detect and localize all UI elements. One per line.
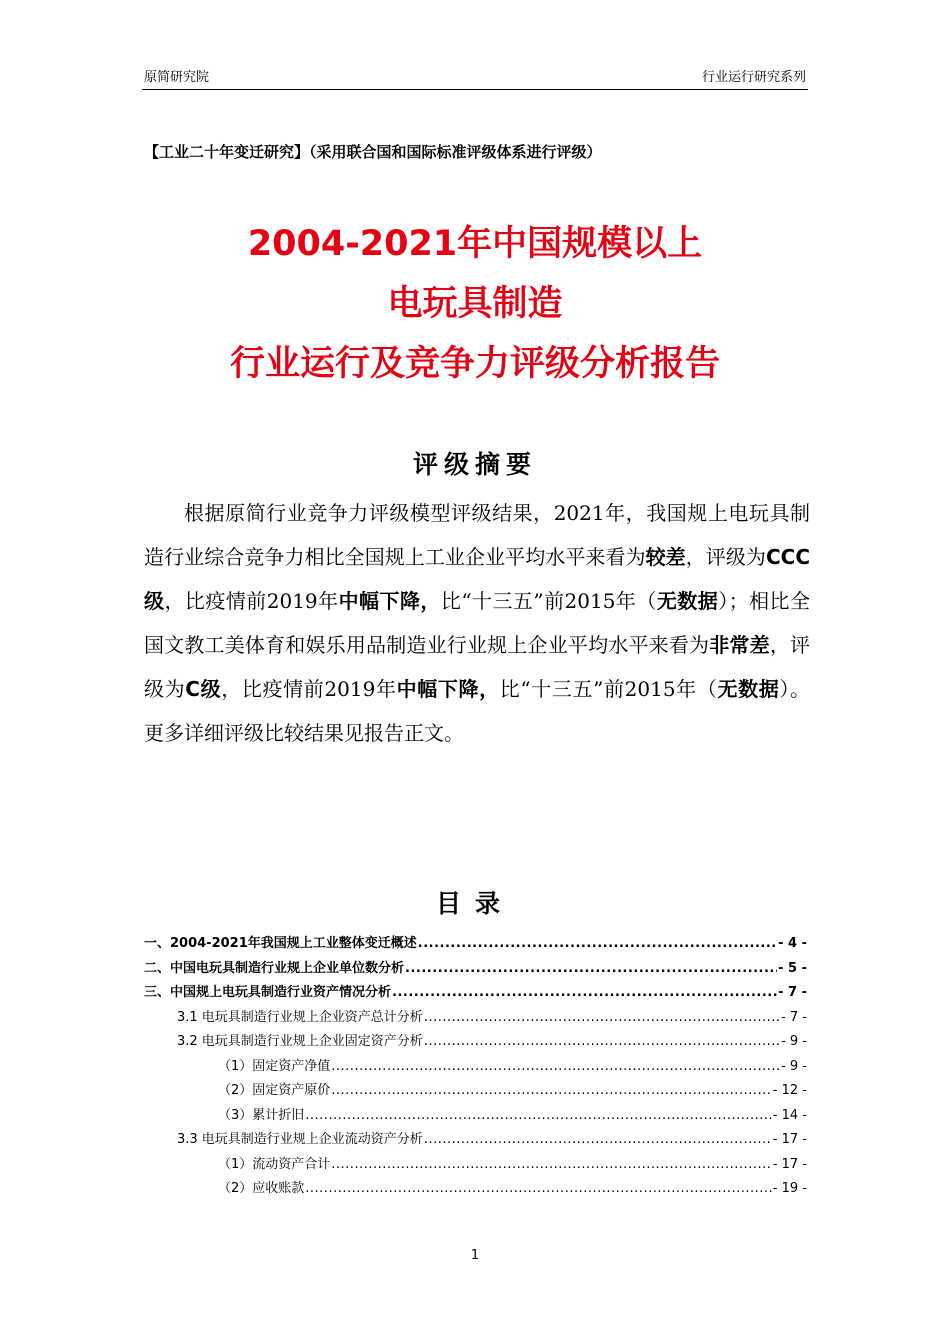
report-title-line-3: 行业运行及竞争力评级分析报告 [229,344,720,384]
summary-rating-level-industry: 较差 [645,545,686,569]
toc-leader-dots [331,1083,772,1098]
summary-rating-grade-sector: C级 [185,677,222,701]
toc-item-3-2-2[interactable] [144,1079,807,1104]
summary-text-2: ，评级为 [685,545,766,569]
toc-item-label: 二、中国电玩具制造行业规上企业单位数分析 [144,960,405,976]
toc-item-page: - 17 - [772,1132,807,1147]
summary-text-9: ）。更多详细评级比较结果见报告正文。 [144,677,811,745]
summary-change-2015-sector: 无数据 [717,677,780,701]
toc-item-label: （3）累计折旧 [218,1107,305,1123]
summary-change-2015-industry: 无数据 [656,589,719,613]
toc-item-label: （1）固定资产净值 [218,1058,331,1074]
toc-item-3-3-1[interactable] [144,1153,807,1178]
toc-item-2[interactable] [144,957,807,982]
summary-rating-grade-industry: CCC级 [144,545,811,613]
toc-item-page: - 9 - [781,1034,807,1049]
toc-item-1[interactable] [144,932,807,957]
toc-item-3-2-1[interactable] [144,1055,807,1080]
header-right-series: 行业运行研究系列 [701,70,806,85]
toc-leader-dots [331,1157,772,1172]
toc-item-3-1[interactable] [144,1006,807,1031]
toc-item-label: （2）固定资产原价 [218,1083,331,1098]
toc-item-label: （2）应收账款 [218,1181,305,1196]
summary-text-8: 比“十三五”前2015年（ [499,677,718,701]
page-number: 1 [470,1248,480,1263]
toc-leader-dots [424,1034,780,1049]
toc-item-page: - 7 - [778,985,807,1000]
toc-item-label: 一、2004-2021年我国规上工业整体变迁概述 [144,936,417,951]
toc-item-page: - 9 - [781,1058,807,1074]
summary-change-2019-sector: 中幅下降， [396,677,500,701]
toc-leader-dots [305,1108,772,1123]
summary-paragraph [144,491,810,755]
toc-item-page: - 14 - [772,1107,807,1123]
toc-leader-dots [424,1010,780,1025]
toc-leader-dots [392,985,777,1000]
toc-leader-dots [424,1132,772,1147]
summary-text-5: ）；相比全国文教工美体育和娱乐用品制造业行业规上企业平均水平来看为 [144,589,811,657]
toc-item-page: - 12 - [772,1083,807,1098]
toc-item-3-2[interactable] [144,1030,807,1055]
toc-item-label: 三、中国规上电玩具制造行业资产情况分析 [144,985,392,1000]
header-left-org: 原简研究院 [144,70,210,85]
toc-item-page: - 5 - [778,960,807,976]
report-subtitle: 【工业二十年变迁研究】（采用联合国和国际标准评级体系进行评级） [144,143,602,161]
toc-item-label: 3.1 电玩具制造行业规上企业资产总计分析 [177,1009,423,1025]
header-divider [142,89,808,90]
toc-item-label: （1）流动资产合计 [218,1156,331,1172]
toc-leader-dots [305,1181,772,1196]
toc-item-3[interactable] [144,981,807,1006]
toc-item-label: 3.2 电玩具制造行业规上企业固定资产分析 [177,1034,423,1049]
toc-heading: 目录 [435,889,514,918]
summary-text-3: ，比疫情前2019年 [164,589,339,613]
toc-item-3-2-3[interactable] [144,1104,807,1129]
summary-rating-level-sector: 非常差 [709,633,770,657]
report-title-line-2: 电玩具制造 [387,284,563,324]
report-title-line-1: 2004-2021年中国规模以上 [247,224,703,264]
table-of-contents [144,932,807,1202]
toc-item-page: - 4 - [778,936,807,951]
summary-change-2019-industry: 中幅下降， [338,589,441,613]
toc-item-page: - 7 - [781,1009,807,1025]
toc-item-3-3[interactable] [144,1128,807,1153]
toc-item-page: - 19 - [772,1181,807,1196]
toc-item-page: - 17 - [772,1156,807,1172]
summary-text-7: ，比疫情前2019年 [221,677,397,701]
toc-item-3-3-2[interactable] [144,1177,807,1202]
summary-heading: 评级摘要 [412,450,537,479]
toc-leader-dots [405,961,777,976]
toc-item-label: 3.3 电玩具制造行业规上企业流动资产分析 [177,1132,423,1147]
summary-text-4: 比“十三五”前2015年（ [440,589,657,613]
toc-leader-dots [331,1059,780,1074]
summary-text-6: ，评级为 [144,633,810,701]
summary-text-1: 根据原简行业竞争力评级模型评级结果，2021年，我国规上电玩具制造行业综合竞争力相比全国规上工业企业平均水平来看为 [144,501,810,569]
toc-leader-dots [418,936,777,951]
